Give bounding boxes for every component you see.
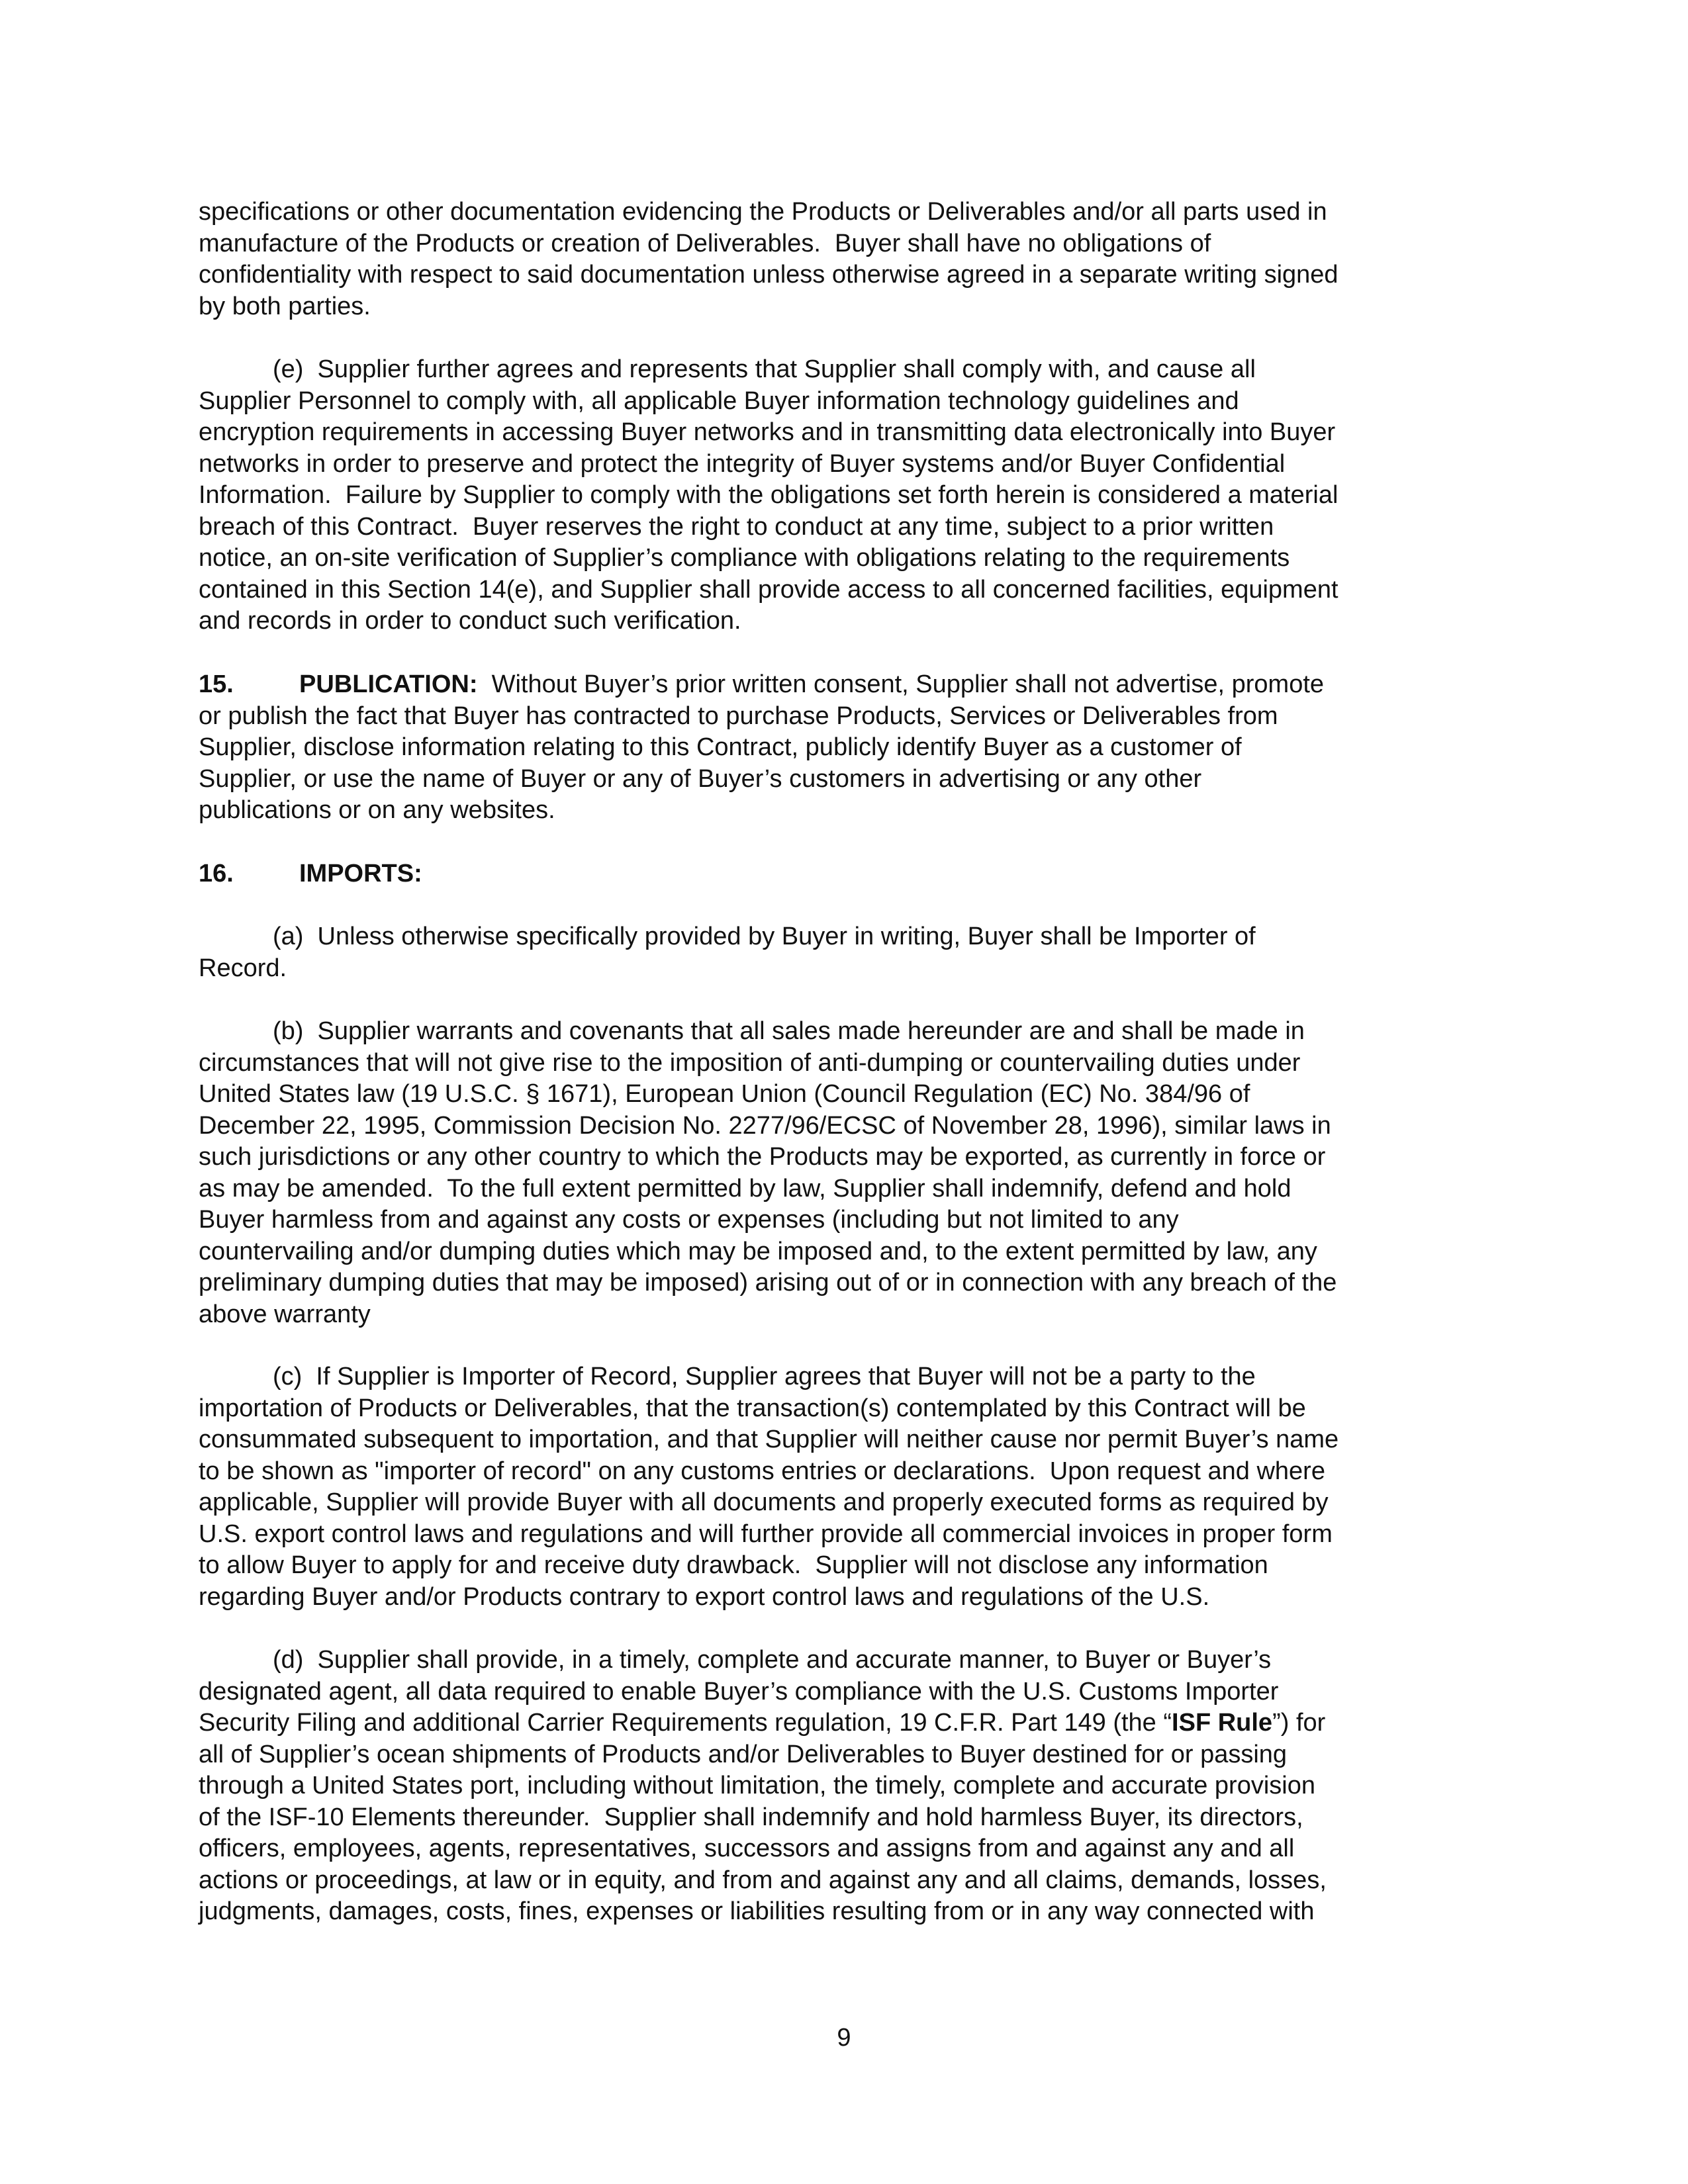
text-line: Record. (199, 954, 287, 982)
text-line: encryption requirements in accessing Buyer networks and in transmitting data electronically into Buyer (199, 418, 1336, 446)
text-line: (e) Supplier further agrees and represents that Supplier shall comply with, and cause all (273, 355, 1256, 383)
text-run: Without Buyer’s prior written consent, Supplier shall not advertise, promote (477, 670, 1325, 698)
defined-term-isf-rule: ISF Rule (1172, 1709, 1273, 1737)
text-line: such jurisdictions or any other country to which the Products may be exported, as currently in force or (199, 1143, 1326, 1171)
text-line: (a) Unless otherwise specifically provided by Buyer in writing, Buyer shall be Importer of (273, 923, 1256, 950)
text-line: publications or on any websites. (199, 796, 555, 824)
text-line-isf-rule (199, 1707, 1450, 1739)
text-line: specifications or other documentation evidencing the Products or Deliverables and/or all parts used in (199, 198, 1327, 226)
text-line: officers, employees, agents, representatives, successors and assigns from and against any and all (199, 1835, 1295, 1862)
text-line: manufacture of the Products or creation of Deliverables. Buyer shall have no obligations of (199, 229, 1211, 257)
text-run: Security Filing and additional Carrier Requirements regulation, 19 C.F.R. Part 149 (the “ (199, 1709, 1172, 1737)
section-number: 16. (199, 860, 234, 887)
paragraph-16c (199, 1361, 1450, 1613)
section-title: PUBLICATION: (299, 670, 478, 698)
text-line: Supplier Personnel to comply with, all applicable Buyer information technology guidelines and (199, 387, 1239, 415)
text-line: consummated subsequent to importation, and that Supplier will neither cause nor permit Buyer’s name (199, 1426, 1339, 1453)
paragraph-16b (199, 1016, 1450, 1330)
paragraph-14e (199, 354, 1450, 637)
text-line: (c) If Supplier is Importer of Record, Supplier agrees that Buyer will not be a party to the (273, 1363, 1256, 1390)
text-line: applicable, Supplier will provide Buyer with all documents and properly executed forms as required by (199, 1488, 1329, 1516)
text-line: or publish the fact that Buyer has contracted to purchase Products, Services or Deliverables from (199, 702, 1278, 730)
section-number: 15. (199, 670, 234, 698)
text-line: breach of this Contract. Buyer reserves the right to conduct at any time, subject to a prior written (199, 512, 1274, 541)
text-line: actions or proceedings, at law or in equity, and from and against any and all claims, demands, losses, (199, 1866, 1327, 1894)
text-line: preliminary dumping duties that may be imposed) arising out of or in connection with any breach of the (199, 1269, 1337, 1297)
text-line: contained in this Section 14(e), and Supplier shall provide access to all concerned facilities, equipment (199, 575, 1338, 604)
text-line: as may be amended. To the full extent permitted by law, Supplier shall indemnify, defend and hold (199, 1174, 1291, 1203)
text-run: ”) for (1272, 1709, 1326, 1737)
paragraph-16a (199, 921, 1450, 984)
text-line: U.S. export control laws and regulations and will further provide all commercial invoices in proper form (199, 1520, 1333, 1548)
text-line: (d) Supplier shall provide, in a timely, complete and accurate manner, to Buyer or Buyer’s (273, 1646, 1272, 1674)
section-title: IMPORTS: (299, 860, 422, 887)
paragraph-16d (199, 1645, 1450, 1928)
section-15-heading-line (199, 669, 1450, 701)
text-line: Supplier, or use the name of Buyer or any of Buyer’s customers in advertising or any other (199, 764, 1202, 793)
text-line: regarding Buyer and/or Products contrary to export control laws and regulations of the U.S. (199, 1582, 1210, 1611)
section-16-imports-heading (199, 858, 1450, 890)
text-line: Information. Failure by Supplier to comply with the obligations set forth herein is considered a material (199, 481, 1338, 509)
text-line: and records in order to conduct such verification. (199, 607, 741, 635)
text-line: Buyer harmless from and against any costs or expenses (including but not limited to any (199, 1206, 1179, 1234)
text-line: circumstances that will not give rise to the imposition of anti-dumping or countervailing duties under (199, 1048, 1301, 1077)
page-number: 9 (837, 2024, 851, 2052)
text-line: above warranty (199, 1300, 371, 1328)
text-line: (b) Supplier warrants and covenants that all sales made hereunder are and shall be made in (273, 1017, 1305, 1045)
text-line: by both parties. (199, 292, 371, 320)
paragraph-14d-continuation (199, 197, 1450, 322)
text-line: judgments, damages, costs, fines, expenses or liabilities resulting from or in any way connected with (199, 1897, 1315, 1925)
section-16-heading-line (199, 858, 1450, 890)
text-line: through a United States port, including without limitation, the timely, complete and accurate provision (199, 1772, 1315, 1799)
section-15-publication (199, 669, 1450, 827)
text-line: to be shown as "importer of record" on any customs entries or declarations. Upon request and where (199, 1457, 1325, 1485)
text-line: confidentiality with respect to said documentation unless otherwise agreed in a separate writing signed (199, 261, 1338, 289)
text-line: Supplier, disclose information relating to this Contract, publicly identify Buyer as a customer of (199, 733, 1242, 761)
text-line: designated agent, all data required to enable Buyer’s compliance with the U.S. Customs Importer (199, 1677, 1279, 1706)
text-line: United States law (19 U.S.C. § 1671), European Union (Council Regulation (EC) No. 384/96 of (199, 1080, 1250, 1108)
text-line: networks in order to preserve and protect the integrity of Buyer systems and/or Buyer Confidential (199, 449, 1286, 478)
text-line: importation of Products or Deliverables, that the transaction(s) contemplated by this Contract will be (199, 1394, 1306, 1422)
text-line: countervailing and/or dumping duties which may be imposed and, to the extent permitted by law, any (199, 1237, 1317, 1265)
text-line: notice, an on-site verification of Supplier’s compliance with obligations relating to the requirements (199, 544, 1290, 572)
text-line: to allow Buyer to apply for and receive duty drawback. Supplier will not disclose any information (199, 1551, 1268, 1579)
text-line: all of Supplier’s ocean shipments of Products and/or Deliverables to Buyer destined for or passing (199, 1740, 1288, 1768)
text-line: December 22, 1995, Commission Decision No. 2277/96/ECSC of November 28, 1996), similar laws in (199, 1111, 1331, 1140)
text-line: of the ISF-10 Elements thereunder. Supplier shall indemnify and hold harmless Buyer, its directors, (199, 1803, 1303, 1831)
